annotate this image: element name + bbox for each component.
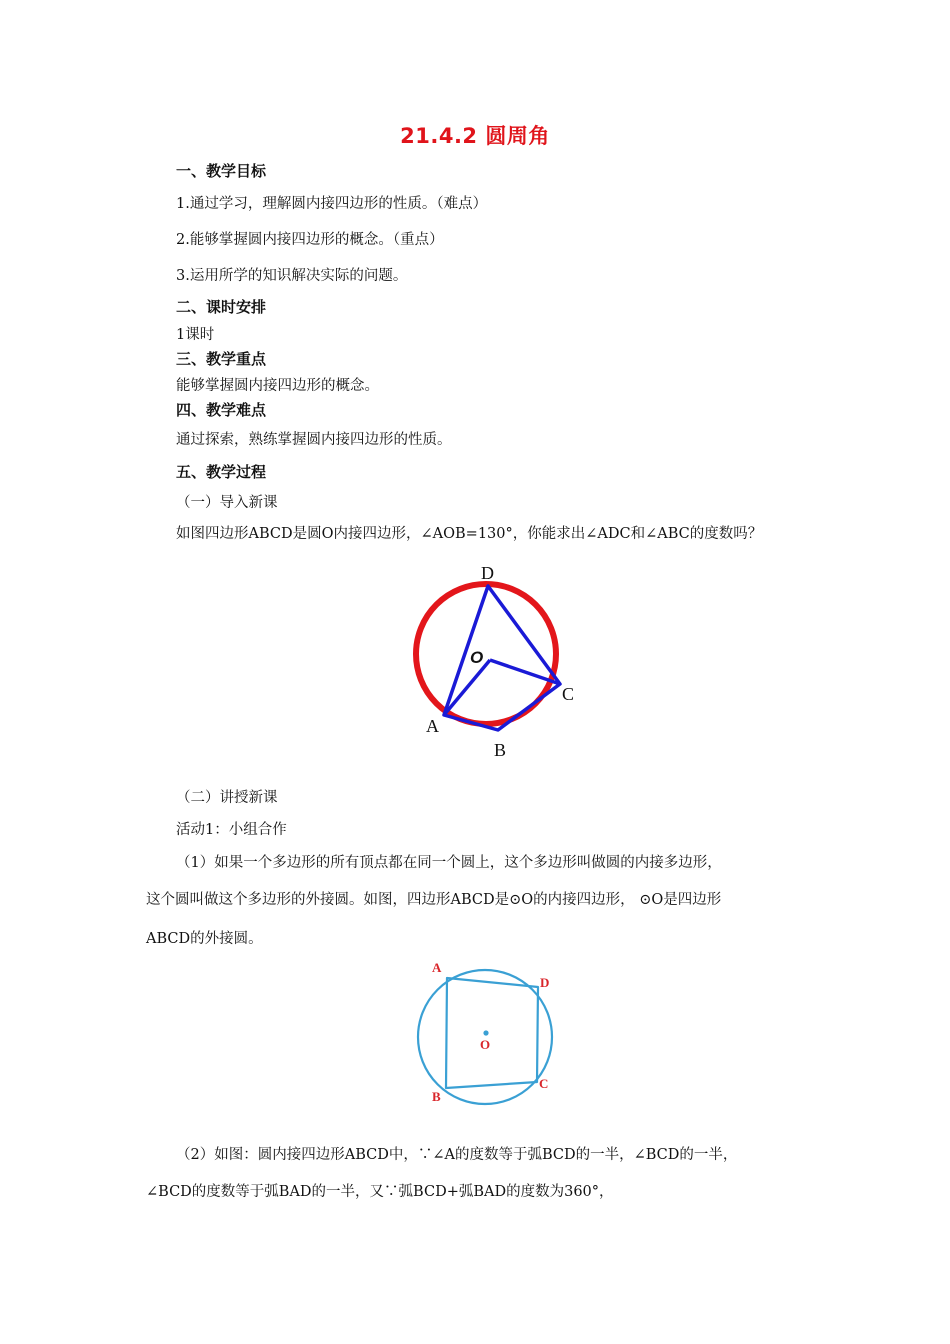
quadrilateral-abcd: [444, 586, 560, 730]
label-a: A: [426, 716, 439, 736]
label-d: D: [540, 975, 550, 990]
difficult-heading: 四、教学难点: [176, 401, 267, 419]
para2-line2: ∠BCD的度数等于弧BAD的一半，又∵弧BCD+弧BAD的度数为360°，: [146, 1184, 614, 1200]
new-lesson-heading: （二）讲授新课: [176, 790, 278, 806]
segment-oa: [444, 660, 490, 715]
center-point: [483, 1030, 488, 1035]
key-heading: 三、教学重点: [176, 350, 267, 368]
goals-heading: 一、教学目标: [176, 162, 267, 180]
schedule-text: 1课时: [176, 327, 215, 343]
para2-line1: （2）如图：圆内接四边形ABCD中，∵∠A的度数等于弧BCD的一半，∠BCD的一半，: [176, 1147, 738, 1163]
goal-item-2: 2.能够掌握圆内接四边形的概念。（重点）: [176, 232, 444, 248]
label-b: B: [432, 1089, 441, 1104]
process-heading: 五、教学过程: [176, 463, 267, 481]
schedule-heading: 二、课时安排: [176, 298, 267, 316]
intro-text: 如图四边形ABCD是圆O内接四边形，∠AOB=130°，你能求出∠ADC和∠ABC的度数吗？: [176, 526, 763, 542]
activity-title: 活动1：小组合作: [176, 822, 287, 838]
label-c: C: [539, 1076, 549, 1091]
intro-heading: （一）导入新课: [176, 495, 278, 511]
page-title: 21.4.2 圆周角: [400, 124, 550, 148]
para1-line1: （1）如果一个多边形的所有顶点都在同一个圆上，这个多边形叫做圆的内接多边形，: [176, 855, 722, 871]
label-b: B: [494, 740, 507, 760]
figure-cyclic-quadrilateral-1: [408, 560, 588, 765]
quadrilateral-abcd: [446, 978, 538, 1088]
label-o: O: [480, 1037, 491, 1052]
label-o: O: [470, 648, 484, 667]
figure-cyclic-quadrilateral-2: [410, 955, 570, 1107]
goal-item-3: 3.运用所学的知识解决实际的问题。: [176, 268, 408, 284]
label-c: C: [562, 684, 575, 704]
goal-item-1: 1.通过学习，理解圆内接四边形的性质。（难点）: [176, 196, 488, 212]
label-a: A: [432, 960, 442, 975]
para1-line2: 这个圆叫做这个多边形的外接圆。如图，四边形ABCD是⊙O的内接四边形， ⊙O是四边形: [146, 892, 722, 908]
label-d: D: [481, 563, 494, 583]
para1-line3: ABCD的外接圆。: [146, 931, 263, 947]
key-text: 能够掌握圆内接四边形的概念。: [176, 378, 379, 394]
difficult-text: 通过探索，熟练掌握圆内接四边形的性质。: [176, 432, 452, 448]
